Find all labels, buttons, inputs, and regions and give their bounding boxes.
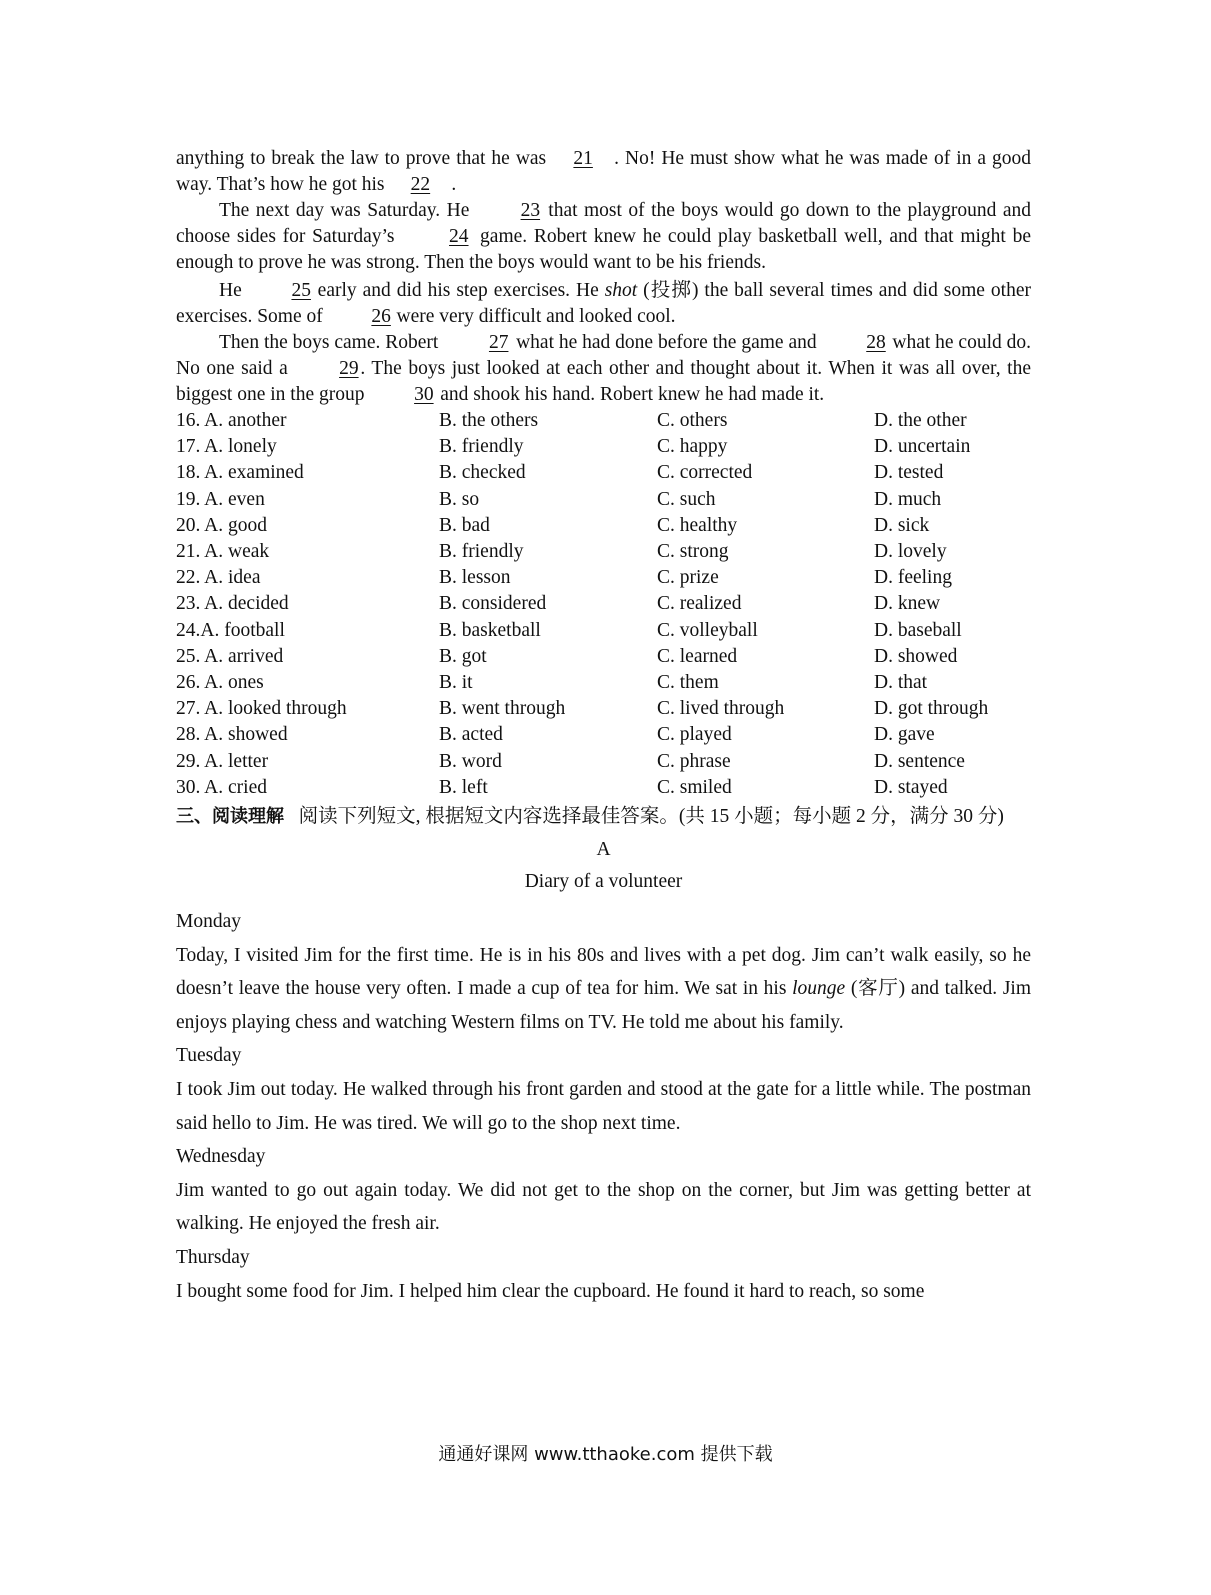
- option-d: D. got through: [874, 698, 989, 720]
- passage-paragraph-4: [176, 330, 1031, 408]
- option-row: [176, 749, 1031, 775]
- option-a: 28. A. showed: [176, 724, 288, 746]
- passage-paragraph-2: [176, 198, 1031, 276]
- option-b: B. acted: [439, 724, 503, 746]
- option-row: [176, 434, 1031, 460]
- option-c: C. corrected: [657, 462, 753, 484]
- option-row: [176, 460, 1031, 486]
- blank-30: 30: [414, 384, 434, 405]
- option-c: C. smiled: [657, 776, 732, 798]
- option-a: 23. A. decided: [176, 593, 289, 615]
- option-a: 24.A. football: [176, 619, 285, 641]
- option-c: C. healthy: [657, 514, 738, 536]
- option-a: 30. A. cried: [176, 776, 267, 798]
- option-row: [176, 670, 1031, 696]
- blank-27: 27: [488, 332, 509, 353]
- option-c: C. prize: [657, 567, 719, 589]
- option-a: 20. A. good: [176, 514, 268, 536]
- diary-entry: [176, 939, 1031, 1040]
- option-d: D. baseball: [874, 619, 962, 641]
- text: what he had done before the game and: [511, 332, 822, 353]
- option-b: B. bad: [439, 514, 490, 536]
- option-c: C. played: [657, 724, 732, 746]
- text: were very difficult and looked cool.: [391, 306, 676, 327]
- option-a: 21. A. weak: [176, 541, 270, 563]
- diary-day: Tuesday: [176, 1045, 242, 1067]
- blank-28: 28: [866, 332, 886, 353]
- option-a: 18. A. examined: [176, 462, 304, 484]
- text: I took Jim out today. He walked through his front garden and stood at the gate for a little while. The postman said hello to Jim. He was tired. We will go to the shop next time.: [176, 1079, 1031, 1134]
- text: Today, I visited Jim for the first time. He is in his 80s and lives with a pet dog. Jim can’t walk easily, so he doesn’t leave the house very often. I made a cup of tea for him. We sat in his: [176, 944, 1031, 1000]
- text: that most of the boys would go down to the playground and choose sides for Saturday’s: [176, 200, 1031, 247]
- option-c: C. learned: [657, 645, 738, 667]
- option-b: B. the others: [439, 410, 539, 431]
- option-row: [176, 487, 1031, 513]
- option-c: C. happy: [657, 436, 728, 458]
- option-row: [176, 408, 1031, 434]
- option-d: D. showed: [874, 645, 958, 667]
- option-b: B. checked: [439, 462, 526, 484]
- text: Jim wanted to go out again today. We did not get to the shop on the corner, but Jim was getting better at walking. He enjoyed the fresh air.: [176, 1179, 1031, 1235]
- exam-page: [176, 146, 1031, 1308]
- passage-title: Diary of a volunteer: [524, 871, 683, 893]
- text: . The boys just looked at each other and thought about it. When it was all over, the biggest one in the group: [176, 358, 1031, 405]
- passage-paragraph-3: [176, 278, 1031, 330]
- blank-26: 26: [371, 306, 391, 327]
- section-label: 三、阅读理解: [176, 806, 284, 828]
- option-row: [176, 722, 1031, 748]
- option-c: C. realized: [657, 593, 742, 615]
- option-a: 29. A. letter: [176, 750, 269, 772]
- diary-day: Monday: [176, 911, 241, 933]
- italic-word-shot: shot: [604, 280, 638, 301]
- option-row: [176, 618, 1031, 644]
- option-b: B. left: [439, 776, 488, 798]
- option-d: D. the other: [874, 410, 967, 431]
- text: He: [219, 280, 248, 301]
- option-b: B. word: [439, 750, 502, 772]
- italic-word-lounge: lounge: [792, 978, 846, 1000]
- text: what he could do. No one said a: [176, 332, 1032, 379]
- option-a: 27. A. looked through: [176, 698, 347, 720]
- text: (客厅) and talked. Jim enjoys playing chess and watching Western films on TV. He told me about his family.: [176, 978, 1031, 1033]
- text: and shook his hand. Robert knew he had made it.: [435, 384, 825, 405]
- text: . No! He must show what he was made of in a good way. That’s how he got his: [176, 148, 1031, 195]
- option-c: C. them: [657, 672, 719, 694]
- option-row: [176, 775, 1031, 801]
- option-d: D. sick: [874, 514, 930, 536]
- diary-day: Wednesday: [176, 1146, 266, 1168]
- diary-entry: [176, 1275, 1031, 1309]
- option-b: B. got: [439, 645, 487, 667]
- text: early and did his step exercises. He: [311, 280, 605, 301]
- option-d: D. sentence: [874, 750, 965, 772]
- option-c: C. others: [657, 410, 728, 431]
- diary-entry: [176, 1174, 1031, 1241]
- text: Then the boys came. Robert: [219, 332, 444, 353]
- options-list: [176, 408, 1031, 801]
- option-d: D. much: [874, 488, 942, 510]
- passage-letter: A: [596, 839, 611, 861]
- blank-24: 24: [449, 226, 469, 247]
- option-b: B. considered: [439, 593, 547, 615]
- passage-paragraph-1: [176, 146, 1031, 198]
- option-a: 25. A. arrived: [176, 645, 284, 667]
- text: anything to break the law to prove that he was: [176, 148, 553, 169]
- option-a: 17. A. lonely: [176, 436, 277, 458]
- text: game. Robert knew he could play basketball well, and that might be enough to prove he was strong. Then the boys would want to be his friends.: [176, 226, 1031, 273]
- option-d: D. feeling: [874, 567, 952, 589]
- option-b: B. went through: [439, 698, 566, 720]
- option-a: 16. A. another: [176, 410, 287, 431]
- option-row: [176, 513, 1031, 539]
- blank-21: 21: [573, 148, 593, 169]
- option-d: D. stayed: [874, 776, 948, 798]
- option-row: [176, 565, 1031, 591]
- option-b: B. so: [439, 488, 480, 510]
- diary-entry: [176, 1073, 1031, 1140]
- blank-25: 25: [291, 280, 311, 301]
- option-b: B. basketball: [439, 619, 541, 641]
- text: I bought some food for Jim. I helped him clear the cupboard. He found it hard to reach, so some: [176, 1280, 925, 1302]
- footer-credit: 通通好课网 www.tthaoke.com 提供下载: [438, 1444, 773, 1465]
- option-a: 22. A. idea: [176, 567, 261, 589]
- option-d: D. gave: [874, 724, 935, 746]
- option-b: B. friendly: [439, 436, 524, 458]
- option-b: B. it: [439, 672, 473, 694]
- text: (投掷) the ball several times and did some other exercises. Some of: [176, 280, 1031, 327]
- text: The next day was Saturday. He: [219, 200, 476, 221]
- option-d: D. knew: [874, 593, 941, 615]
- blank-22: 22: [410, 174, 431, 195]
- option-c: C. volleyball: [657, 619, 758, 641]
- option-d: D. that: [874, 672, 928, 694]
- diary-day: Thursday: [176, 1246, 250, 1268]
- section-heading: [176, 803, 1031, 831]
- option-row: [176, 539, 1031, 565]
- option-row: [176, 696, 1031, 722]
- option-d: D. uncertain: [874, 436, 971, 458]
- option-b: B. lesson: [439, 567, 511, 589]
- option-row: [176, 644, 1031, 670]
- option-c: C. lived through: [657, 698, 785, 720]
- option-a: 19. A. even: [176, 488, 265, 510]
- option-d: D. tested: [874, 462, 944, 484]
- option-d: D. lovely: [874, 541, 947, 563]
- option-b: B. friendly: [439, 541, 524, 563]
- blank-23: 23: [520, 200, 541, 221]
- section-instruction: 阅读下列短文, 根据短文内容选择最佳答案。(共 15 小题；每小题 2 分，满分 30 分): [298, 806, 1004, 828]
- option-c: C. strong: [657, 541, 729, 563]
- text: .: [451, 174, 457, 195]
- option-row: [176, 591, 1031, 617]
- blank-29: 29: [339, 358, 359, 379]
- option-a: 26. A. ones: [176, 672, 264, 694]
- diary: [176, 905, 1031, 1308]
- option-c: C. such: [657, 488, 716, 510]
- option-c: C. phrase: [657, 750, 731, 772]
